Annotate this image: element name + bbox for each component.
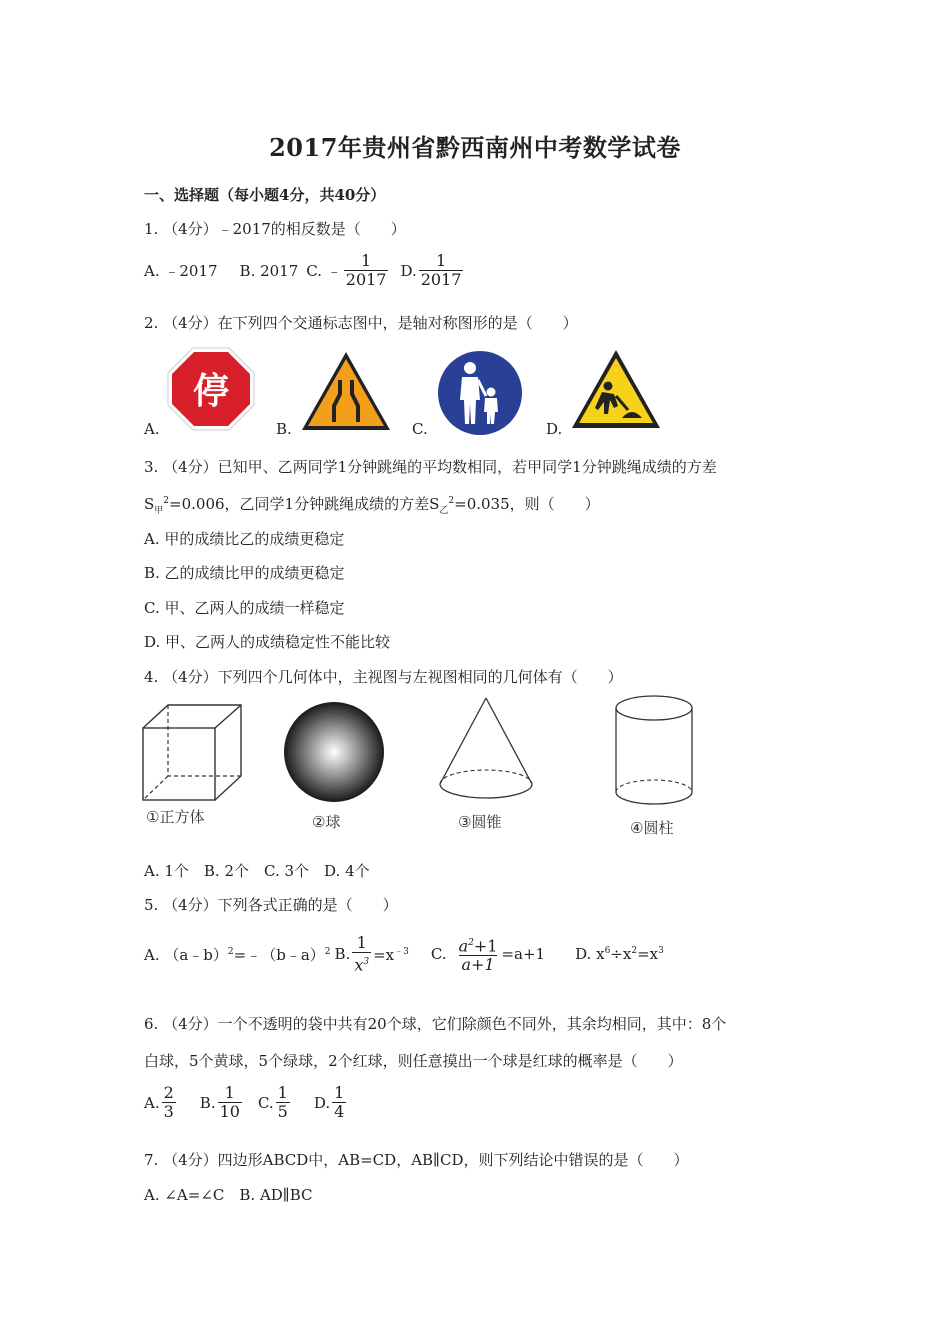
q5-b-rhs xyxy=(373,944,409,964)
q5-a-text: A. （a﹣b） xyxy=(144,945,228,964)
fraction-denominator: 2017 xyxy=(345,270,387,289)
q5-option-c-fraction xyxy=(457,934,500,974)
q3-option-a: A. 甲的成绩比乙的成绩更稳定 xyxy=(144,530,345,548)
section-heading: 一、选择题（每小题4分，共40分） xyxy=(144,186,386,204)
q5-d-text: =x xyxy=(637,945,659,964)
stop-sign-icon xyxy=(166,346,256,432)
superscript: 3 xyxy=(658,946,664,957)
question-6-line-1: 6. （4分）一个不透明的袋中共有20个球，它们除颜色不同外，其余均相同，其中：8个 xyxy=(144,1015,727,1033)
q2-option-a-label: A. xyxy=(144,420,160,438)
fraction-numerator: 1 xyxy=(436,251,447,270)
q2-option-b-label: B. xyxy=(276,420,292,438)
q1-option-c: C. ﹣ xyxy=(306,262,342,280)
q6-option-c-label: C. xyxy=(257,1093,274,1112)
cone-figure xyxy=(436,696,536,804)
q4-options: A. 1个 B. 2个 C. 3个 D. 4个 xyxy=(144,862,370,880)
question-3-line-1: 3. （4分）已知甲、乙两同学1分钟跳绳的平均数相同，若甲同学1分钟跳绳成绩的方差 xyxy=(144,458,717,476)
sphere-figure xyxy=(282,700,386,804)
superscript: 2 xyxy=(163,496,170,506)
fraction-numerator: 1 xyxy=(224,1083,235,1102)
q6-option-d-fraction xyxy=(332,1084,346,1121)
superscript: 2 xyxy=(227,946,234,957)
q2-option-d-label: D. xyxy=(546,420,563,438)
fraction-denominator: 5 xyxy=(277,1102,288,1121)
road-narrows-sign-icon xyxy=(300,350,392,432)
q6-option-b-fraction xyxy=(218,1084,242,1121)
cylinder-figure xyxy=(612,694,696,808)
fraction-numerator: 2 xyxy=(163,1083,174,1102)
q5-option-d xyxy=(575,945,664,963)
fraction-numerator: 1 xyxy=(356,933,367,952)
superscript: 2 xyxy=(324,946,331,957)
q1-option-c-fraction xyxy=(344,252,389,289)
superscript: 2 xyxy=(631,946,638,957)
fraction-numerator: 1 xyxy=(334,1083,345,1102)
cone-caption: ③圆锥 xyxy=(458,813,502,831)
fraction-denominator xyxy=(352,952,371,974)
sphere-caption: ②球 xyxy=(312,813,341,831)
q5-option-b-label: B. xyxy=(334,945,351,964)
q5-option-a xyxy=(144,944,331,965)
question-1-options xyxy=(144,252,465,289)
q5-d-text: D. x xyxy=(575,945,605,964)
q5-option-b-fraction xyxy=(352,934,371,974)
fraction-denominator: a+1 xyxy=(461,955,495,975)
q6-option-b-label: B. xyxy=(199,1093,216,1112)
q5-a-text: =﹣（b﹣a） xyxy=(233,945,325,964)
road-work-sign-icon xyxy=(570,348,662,430)
q6-option-d-label: D. xyxy=(313,1093,331,1112)
q3-text: =0.006，乙同学1分钟跳绳成绩的方差S xyxy=(169,495,440,513)
q6-option-a-label: A. xyxy=(144,1093,160,1112)
q3-option-d: D. 甲、乙两人的成绩稳定性不能比较 xyxy=(144,633,391,651)
question-6-options xyxy=(144,1084,348,1121)
q6-option-c-fraction xyxy=(276,1084,290,1121)
superscript: 2 xyxy=(468,938,474,948)
question-4-stem: 4. （4分）下列四个几何体中，主视图与左视图相同的几何体有（ ） xyxy=(144,668,623,686)
fraction-numerator xyxy=(457,934,500,955)
question-6-line-2: 白球，5个黄球，5个绿球，2个红球，则任意摸出一个球是红球的概率是（ ） xyxy=(144,1052,683,1070)
q7-options: A. ∠A=∠C B. AD∥BC xyxy=(144,1186,313,1204)
question-7-stem: 7. （4分）四边形ABCD中，AB=CD，AB∥CD，则下列结论中错误的是（ ） xyxy=(144,1151,689,1169)
variable: a xyxy=(458,936,469,956)
fraction-denominator: 2017 xyxy=(420,270,462,289)
fraction-denominator: 4 xyxy=(334,1102,345,1121)
stop-sign-text: 停 xyxy=(192,371,230,412)
subscript: 甲 xyxy=(154,506,164,516)
question-1-stem: 1. （4分）﹣2017的相反数是（ ） xyxy=(144,220,406,238)
pedestrian-sign-icon xyxy=(436,350,524,436)
question-3-line-2 xyxy=(144,493,600,516)
q5-b-rhs-text: =x xyxy=(373,946,395,965)
cylinder-caption: ④圆柱 xyxy=(630,819,674,837)
page-title: 2017年贵州省黔西南州中考数学试卷 xyxy=(269,133,681,162)
cube-figure xyxy=(140,702,246,802)
cube-caption: ①正方体 xyxy=(146,808,205,826)
variable: x xyxy=(354,955,364,975)
q1-option-b: B. 2017 xyxy=(239,261,299,280)
fraction-numerator: 1 xyxy=(361,251,372,270)
fraction-denominator: 3 xyxy=(163,1102,174,1121)
q3-option-b: B. 乙的成绩比甲的成绩更稳定 xyxy=(144,564,345,582)
fraction-numerator: 1 xyxy=(277,1083,288,1102)
superscript: ﹣3 xyxy=(394,947,409,958)
superscript: 6 xyxy=(604,946,611,957)
q3-option-c: C. 甲、乙两人的成绩一样稳定 xyxy=(144,599,345,617)
q6-option-a-fraction xyxy=(162,1084,176,1121)
q1-option-a: A. ﹣2017 xyxy=(144,262,218,280)
fraction-denominator: 10 xyxy=(219,1102,240,1121)
q3-text: =0.035，则（ ） xyxy=(454,495,600,513)
superscript: 3 xyxy=(363,957,370,967)
question-2-stem: 2. （4分）在下列四个交通标志图中，是轴对称图形的是（ ） xyxy=(144,314,578,332)
q5-c-rhs: =a+1 xyxy=(501,945,546,964)
q5-d-text: ÷x xyxy=(610,945,632,964)
q1-option-d: D. xyxy=(400,261,417,280)
variance-symbol: S xyxy=(144,495,155,513)
numerator-rest: +1 xyxy=(473,936,498,956)
question-5-stem: 5. （4分）下列各式正确的是（ ） xyxy=(144,896,398,914)
subscript: 乙 xyxy=(439,506,449,516)
superscript: 2 xyxy=(448,496,455,506)
q1-option-d-fraction xyxy=(419,252,464,289)
q5-option-c-label: C. xyxy=(430,945,447,964)
question-5-options xyxy=(144,934,664,974)
q2-option-c-label: C. xyxy=(412,420,428,438)
